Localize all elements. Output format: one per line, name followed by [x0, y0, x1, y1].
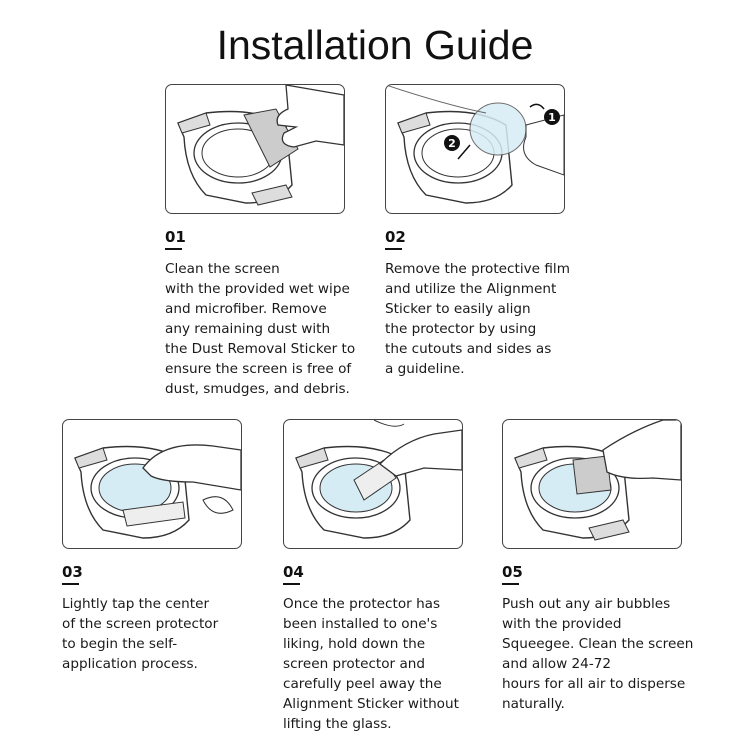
step-4-illustration	[283, 419, 463, 549]
step-3-text: Lightly tap the center of the screen protector to begin the self- application process.	[62, 596, 219, 672]
watch-squeegee-illustration	[503, 420, 681, 548]
page-title: Installation Guide	[216, 22, 534, 68]
step-3-number: 03	[62, 563, 83, 585]
callout-1: 1	[548, 111, 556, 124]
watch-wipe-illustration	[166, 85, 344, 213]
step-2-illustration	[385, 84, 565, 214]
step-1-illustration	[165, 84, 345, 214]
step-2-text: Remove the protective film and utilize the Alignment Sticker to easily align the protector by using the cutouts and sides as a guideline.	[385, 261, 570, 377]
watch-alignment-illustration	[386, 85, 564, 213]
step-5-text: Push out any air bubbles with the provided Squeegee. Clean the screen and allow 24-72 hours for all air to disperse naturally.	[502, 596, 694, 712]
step-1-text: Clean the screen with the provided wet wipe and microfiber. Remove any remaining dust with the Dust Removal Sticker to ensure the screen is free of dust, smudges, and debris.	[165, 261, 356, 397]
step-5-illustration	[502, 419, 682, 549]
watch-peel-illustration	[284, 420, 462, 548]
watch-tap-illustration	[63, 420, 241, 548]
step-3-illustration	[62, 419, 242, 549]
step-4-text: Once the protector has been installed to one's liking, hold down the screen protector and carefully peel away the Alignment Sticker without lifting the glass.	[283, 596, 459, 732]
step-5-number: 05	[502, 563, 523, 585]
step-2-number: 02	[385, 228, 406, 250]
step-1-number: 01	[165, 228, 186, 250]
step-4-number: 04	[283, 563, 304, 585]
callout-2: 2	[448, 137, 456, 150]
